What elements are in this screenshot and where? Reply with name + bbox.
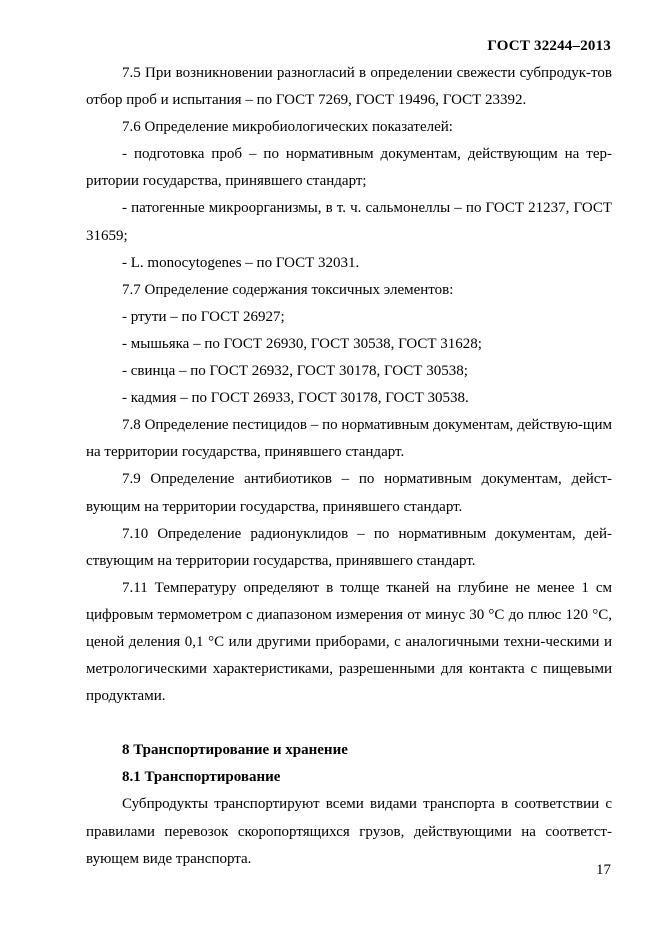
page-number: 17	[596, 862, 611, 878]
list-item-arsenic: - мышьяка – по ГОСТ 26930, ГОСТ 30538, ГОСТ 31628;	[122, 335, 482, 352]
paragraph-8-1: Субпродукты транспортируют всеми видами транспорта в соответствии с правилами перевозок скоропортящихся грузов, действующими на соответст-вующем виде транспорта.	[86, 796, 612, 867]
document-id-header: ГОСТ 32244–2013	[487, 38, 611, 54]
list-item-listeria: - L. monocytogenes – по ГОСТ 32031.	[122, 254, 360, 271]
paragraph-7-8: 7.8 Определение пестицидов – по нормативным документам, действую-щим на территории государства, принявшего стандарт.	[86, 417, 612, 461]
paragraph-7-6: 7.6 Определение микробиологических показателей:	[122, 119, 453, 136]
section-spacer	[86, 710, 612, 737]
paragraph-7-5: 7.5 При возникновении разногласий в определении свежести субпродук-тов отбор проб и испытания – по ГОСТ 7269, ГОСТ 19496, ГОСТ 23392.	[86, 65, 612, 109]
section-heading: 8 Транспортирование и хранение	[122, 742, 348, 759]
paragraph-7-10: 7.10 Определение радионуклидов – по нормативным документам, дей-ствующим на территории государства, принявшего стандарт.	[86, 525, 612, 569]
paragraph-7-11: 7.11 Температуру определяют в толще тканей на глубине не менее 1 см цифровым термометром с диапазоном измерения от минус 30 °С до плюс 120 °С, ценой деления 0,1 °С или другими приборами, с аналогичными техни-ческими и метрологическими характеристиками, разрешенными для контакта с пищевыми продуктами.	[86, 579, 612, 705]
paragraph-7-7: 7.7 Определение содержания токсичных элементов:	[122, 281, 454, 298]
list-item-pathogens: - патогенные микроорганизмы, в т. ч. сальмонеллы – по ГОСТ 21237, ГОСТ 31659;	[86, 200, 612, 244]
list-item-cadmium: - кадмия – по ГОСТ 26933, ГОСТ 30178, ГОСТ 30538.	[122, 390, 469, 407]
paragraph-7-9: 7.9 Определение антибиотиков – по нормативным документам, дейст-вующим на территории государства, принявшего стандарт.	[86, 471, 612, 515]
subsection-heading: 8.1 Транспортирование	[122, 769, 281, 786]
list-item-sample-prep: - подготовка проб – по нормативным документам, действующим на тер-ритории государства, принявшего стандарт;	[86, 146, 612, 190]
list-item-lead: - свинца – по ГОСТ 26932, ГОСТ 30178, ГОСТ 30538;	[122, 363, 468, 380]
list-item-mercury: - ртути – по ГОСТ 26927;	[122, 308, 285, 325]
page-body	[86, 60, 612, 873]
